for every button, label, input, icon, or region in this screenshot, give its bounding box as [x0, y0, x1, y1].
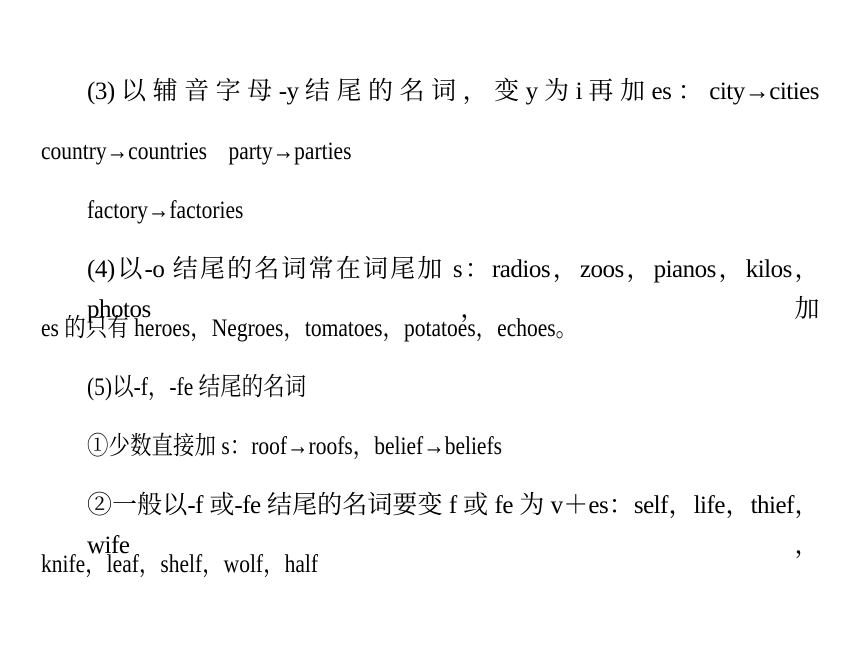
text-line-rule-3: (3) 以 辅 音 字 母 -y 结 尾 的 名 词 ， 变 y 为 i 再 加 es ： city→cities — [87, 78, 819, 105]
text-line-rule-3-example-factory: factory→factories — [87, 197, 244, 224]
text-line-rule-4: (4)以-o 结尾的名词常在词尾加 s：radios，zoos，pianos，kilos，photos，加 — [87, 256, 819, 323]
text-line-rule-4-exceptions: es 的只有 heroes，Negroes，tomatoes，potatoes，echoes。 — [41, 315, 578, 342]
text-line-rule-5: (5)以-f，-fe 结尾的名词 — [87, 374, 307, 401]
text-line-rule-3-examples: country→countries party→parties — [41, 138, 352, 165]
text-line-rule-5-item-2-examples: knife，leaf，shelf，wolf，half — [41, 551, 319, 578]
text-line-rule-5-item-1: ①少数直接加 s：roof→roofs，belief→beliefs — [87, 433, 503, 460]
text-line-rule-5-item-2: ②一般以-f 或-fe 结尾的名词要变 f 或 fe 为 v＋es：self，life，thief，wife， — [87, 492, 819, 559]
